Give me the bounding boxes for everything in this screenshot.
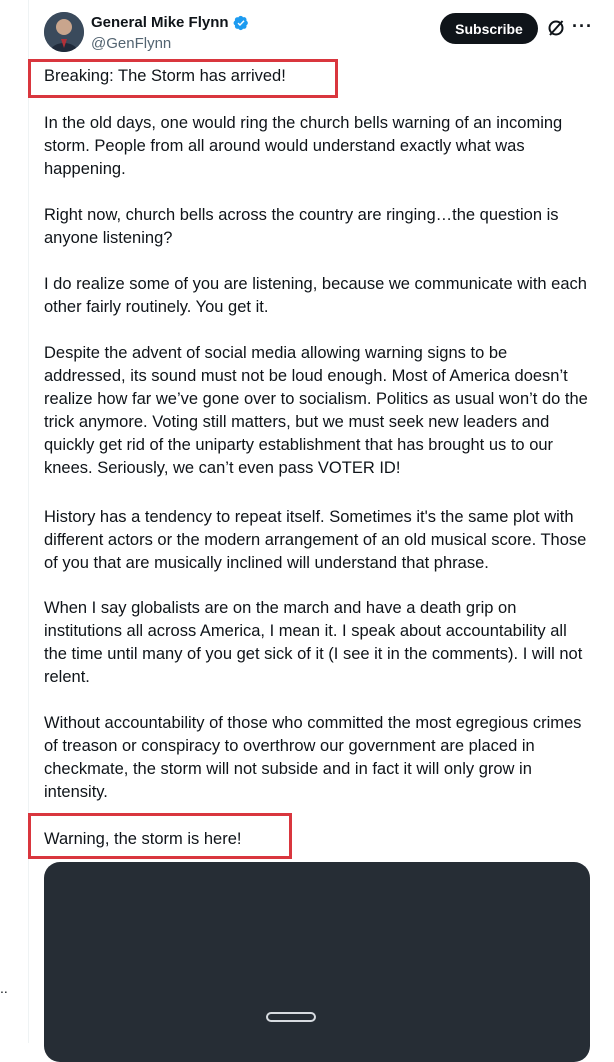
side-fragment: .. bbox=[0, 980, 8, 996]
avatar-image bbox=[44, 12, 84, 52]
author-handle[interactable]: @GenFlynn bbox=[91, 35, 172, 52]
avatar[interactable] bbox=[44, 12, 84, 52]
post-paragraph-1: In the old days, one would ring the church bells warning of an incoming storm. People from all around would understand exactly what was happening. bbox=[44, 114, 563, 178]
more-options-icon[interactable]: ··· bbox=[572, 16, 593, 36]
verified-badge-icon bbox=[233, 15, 249, 31]
post-paragraph-5: History has a tendency to repeat itself. Sometimes it's the same plot with different actors or the modern arrangement of an old musical score. Those of you that are musically inclined will understand that phrase. bbox=[44, 508, 587, 572]
post-headline: Breaking: The Storm has arrived! bbox=[44, 67, 286, 85]
author-name-row[interactable] bbox=[91, 14, 249, 31]
post-paragraph-3: I do realize some of you are listening, because we communicate with each other fairly routinely. You get it. bbox=[44, 275, 587, 316]
embedded-video[interactable] bbox=[44, 862, 590, 1062]
post-paragraph-7: Without accountability of those who committed the most egregious crimes of treason or conspiracy to overthrow our government are placed in checkmate, the storm will not subside and in fact it will only grow in intensity. bbox=[44, 714, 582, 801]
post-closing: Warning, the storm is here! bbox=[44, 830, 242, 848]
author-name[interactable]: General Mike Flynn bbox=[91, 14, 229, 31]
post-paragraph-6: When I say globalists are on the march and have a death grip on institutions all across America, I mean it. I speak about accountability all the time until many of you get sick of it (I see it in the comments). I will not relent. bbox=[44, 599, 583, 686]
post-paragraph-4: Despite the advent of social media allowing warning signs to be addressed, its sound must not be loud enough. Most of America doesn’t realize how far we’ve gone over to socialism. Politics as usual won’t do the trick anymore. Voting still matters, but we must seek new leaders and quickly get rid of the uniparty establishment that has brought us to our knees. Seriously, we can’t even pass VOTER ID! bbox=[44, 344, 588, 477]
post-paragraph-2: Right now, church bells across the country are ringing…the question is anyone listening? bbox=[44, 206, 559, 247]
subscribe-button[interactable]: Subscribe bbox=[440, 13, 538, 44]
video-handle-icon[interactable] bbox=[266, 1012, 316, 1022]
grok-slash-icon[interactable] bbox=[546, 18, 566, 38]
